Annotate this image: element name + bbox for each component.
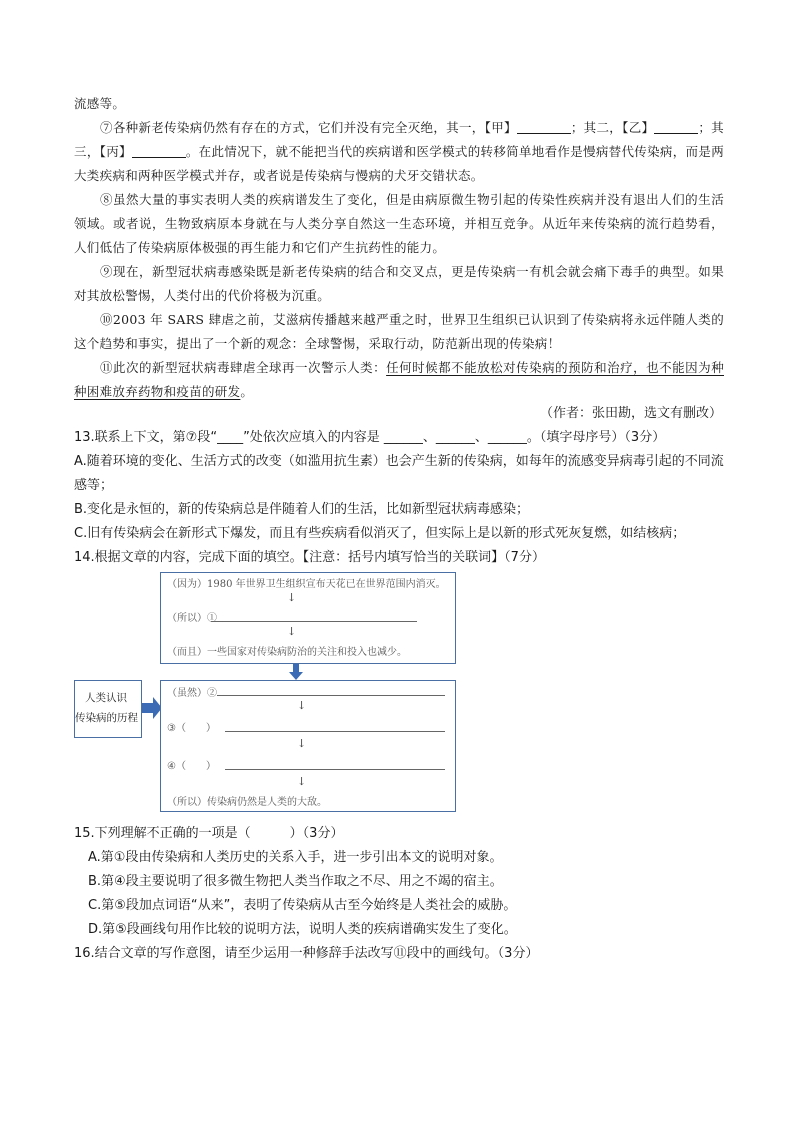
p11-lead: ⑪此次的新型冠状病毒肆虐全球再一次警示人类： [100, 360, 387, 375]
p11-underlined-sentence: 任何时候都不能放松对传染病的预防和治疗，也不能因为种种困难放弃药物和疫苗的研发 [74, 360, 724, 399]
answer-line-1[interactable] [211, 621, 417, 622]
question-15-stem: 15.下列理解不正确的一项是（ ）（3分） [74, 826, 344, 841]
diagram-bottom-box [160, 680, 456, 812]
bottom-line-1: （虽然）② [167, 688, 217, 699]
blank-bing[interactable] [132, 143, 186, 158]
q15-option-d[interactable]: D.第⑤段画线句用作比较的说明方法，说明人类的疾病谱确实发生了变化。 [88, 922, 517, 937]
paragraph-9: ⑨现在，新型冠状病毒感染既是新老传染病的结合和交叉点，更是传染病一有机会就会痛下毒手的典型。如果对其放松警惕，人类付出的代价将极为沉重。 [74, 264, 724, 303]
down-arrow-icon: ↓ [287, 625, 297, 638]
top-line-2: （所以）① [167, 613, 217, 624]
p7-part-a: ⑦各种新老传染病仍然有存在的方式，它们并没有完全灭绝，其一，【甲】 [100, 120, 517, 135]
down-arrow-icon: ↓ [287, 591, 297, 604]
passage-continuation: 流感等。 [74, 96, 126, 111]
down-arrow-icon: ↓ [297, 737, 307, 750]
q15-option-c[interactable]: C.第⑤段加点词语“从来”，表明了传染病从古至今始终是人类社会的威胁。 [88, 898, 517, 913]
question-13-stem: 13.联系上下文，第⑦段“____”处依次应填入的内容是 ______、______、______。（填字母序号）（3分） [74, 430, 666, 445]
q15-option-b[interactable]: B.第④段主要说明了很多微生物把人类当作取之不尽、用之不竭的宿主。 [88, 874, 503, 889]
down-arrow-icon: ↓ [297, 775, 307, 788]
q13-option-a: A.随着环境的变化、生活方式的改变（如滥用抗生素）也会产生新的传染病，如每年的流感变异病毒引起的不同流感等； [74, 454, 724, 493]
diagram-top-box [160, 572, 456, 664]
bottom-line-3: ④（ ） [167, 761, 216, 772]
p7-part-b: ；其二，【乙】 [570, 120, 655, 135]
answer-line-2[interactable] [217, 695, 445, 696]
down-arrow-icon: ↓ [297, 699, 307, 712]
blank-jia[interactable] [517, 119, 571, 134]
p7-part-c: ； [698, 120, 712, 135]
paragraph-8: ⑧虽然大量的事实表明人类的疾病谱发生了变化，但是由病原微生物引起的传染性疾病并没有退出人们的生活领域。或者说，生物致病原本身就在与人类分享自然这一生态环境，并相互竞争。从近年来传染病的流行趋势看，人们低估了传染病原体极强的再生能力和它们产生抗药性的能力。 [74, 192, 724, 255]
bottom-line-2: ③（ ） [167, 723, 216, 734]
blank-yi[interactable] [654, 119, 698, 134]
bottom-line-4: （所以）传染病仍然是人类的大敌。 [167, 797, 327, 808]
paragraph-11 [74, 356, 724, 404]
p7-part-d: 其三，【丙】 [74, 120, 724, 159]
question-14-stem: 14.根据文章的内容，完成下面的填空。【注意：括号内填写恰当的关联词】（7分） [74, 550, 545, 565]
down-block-arrow-icon [289, 664, 303, 680]
diagram-left-box [74, 680, 142, 738]
q13-option-c: C.旧有传染病会在新形式下爆发，而且有些疾病看似消灭了，但实际上是以新的形式死灰复燃，如结核病； [74, 526, 686, 541]
left-label-line-2: 传染病的历程 [75, 712, 138, 724]
p11-end: 。 [240, 384, 254, 399]
top-line-1: （因为）1980 年世界卫生组织宣布天花已在世界范围内消灭。 [167, 579, 446, 590]
paragraph-10: ⑩2003 年 SARS 肆虐之前，艾滋病传播越来越严重之时，世界卫生组织已认识到了传染病将永远伴随人类的这个趋势和事实，提出了一个新的观念：全球警惕，采取行动，防范新出现的传染病！ [74, 312, 724, 351]
answer-line-3[interactable] [225, 731, 445, 732]
top-line-3: （而且）一些国家对传染病防治的关注和投入也减少。 [167, 647, 407, 658]
author-credit: （作者：张田勘，选文有删改） [539, 406, 722, 421]
q13-option-b: B.变化是永恒的，新的传染病总是伴随着人们的生活，比如新型冠状病毒感染； [74, 502, 530, 517]
question-16-stem: 16.结合文章的写作意图，请至少运用一种修辞手法改写⑪段中的画线句。（3分） [74, 946, 539, 961]
left-label-line-1: 人类认识 [85, 692, 127, 704]
q15-option-a[interactable]: A.第①段由传染病和人类历史的关系入手，进一步引出本文的说明对象。 [88, 850, 503, 865]
paragraph-7 [74, 116, 724, 188]
answer-line-4[interactable] [225, 769, 445, 770]
p7-part-e: 。在此情况下，就不能把当代的疾病谱和医学模式的转移简单地看作是慢病替代传染病，而是两大类疾病和两种医学模式并存，或者说是传染病与慢病的犬牙交错状态。 [74, 144, 724, 183]
